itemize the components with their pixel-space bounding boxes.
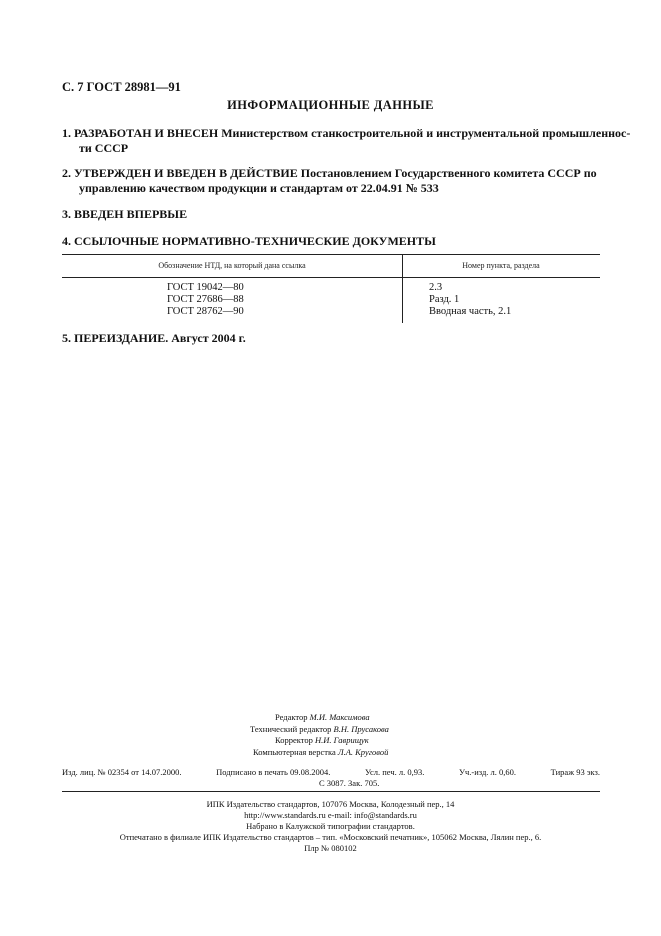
item-approved-text: Постановлением Государственного комитета СССР по bbox=[297, 166, 597, 180]
table-cell-clause: 2.3 bbox=[429, 282, 443, 293]
table-cell-clause: Вводная часть, 2.1 bbox=[429, 306, 512, 317]
imprint-printed: Отпечатано в филиале ИПК Издательство стандартов – тип. «Московский печатник», 105062 Москва, Лялин пер., 6. bbox=[119, 832, 542, 842]
item-developed-cont: ти СССР bbox=[79, 141, 129, 155]
item-developed-text: Министерством станкостроительной и инструментальной промышленнос- bbox=[218, 126, 631, 140]
imprint-license: Плр № 080102 bbox=[304, 843, 357, 853]
credit-tech-editor bbox=[250, 724, 661, 736]
credit-role: Компьютерная верстка bbox=[253, 746, 338, 757]
credit-role: Технический редактор bbox=[250, 723, 334, 734]
credit-layout bbox=[253, 747, 661, 759]
credit-name: Н.И. Гаврищук bbox=[315, 735, 369, 745]
table-header-clause: Номер пункта, раздела bbox=[462, 261, 540, 270]
table-cell-designation: ГОСТ 28762—90 bbox=[167, 306, 244, 317]
item-approved-label: 2. УТВЕРЖДЕН И ВВЕДЕН В ДЕЙСТВИЕ bbox=[62, 166, 298, 180]
credit-role: Редактор bbox=[275, 712, 310, 722]
signed-date: Подписано в печать 09.08.2004. bbox=[216, 767, 331, 777]
license-number: Изд. лиц. № 02354 от 14.07.2000. bbox=[62, 767, 182, 777]
imprint-contacts: http://www.standards.ru e-mail: info@standards.ru bbox=[244, 810, 417, 820]
credit-name: Л.А. Круговой bbox=[337, 746, 389, 757]
publication-info-row bbox=[62, 767, 600, 778]
credit-role: Корректор bbox=[275, 735, 316, 745]
imprint-block bbox=[0, 799, 661, 854]
imprint-divider bbox=[62, 791, 600, 792]
item-approved bbox=[62, 166, 597, 196]
item-developed bbox=[62, 126, 630, 156]
table-cell-clause: Разд. 1 bbox=[429, 294, 460, 305]
order-number: С 3087. Зак. 705. bbox=[319, 778, 380, 788]
table-header-rule bbox=[62, 277, 600, 278]
circulation: Тираж 93 экз. bbox=[550, 767, 600, 777]
publishing-sheets: Уч.-изд. л. 0,60. bbox=[458, 767, 517, 777]
item-reissue: 5. ПЕРЕИЗДАНИЕ. Август 2004 г. bbox=[62, 331, 246, 345]
credits-block bbox=[0, 712, 661, 758]
item-developed-label: 1. РАЗРАБОТАН И ВНЕСЕН bbox=[62, 126, 219, 140]
imprint-publisher: ИПК Издательство стандартов, 107076 Москва, Колодезный пер., 14 bbox=[206, 799, 455, 809]
credit-name: В.Н. Прусакова bbox=[333, 723, 389, 734]
item-first-introduced: 3. ВВЕДЕН ВПЕРВЫЕ bbox=[62, 207, 188, 221]
page-header: С. 7 ГОСТ 28981—91 bbox=[62, 80, 181, 94]
credit-name: М.И. Максимова bbox=[309, 712, 370, 722]
credit-corrector bbox=[275, 735, 661, 747]
imprint-typeset: Набрано в Калужской типографии стандартов. bbox=[246, 821, 415, 831]
printed-sheets: Усл. печ. л. 0,93. bbox=[364, 767, 425, 777]
table-cell-designation: ГОСТ 19042—80 bbox=[167, 282, 244, 293]
credit-editor bbox=[275, 712, 661, 724]
item-reference-docs: 4. ССЫЛОЧНЫЕ НОРМАТИВНО-ТЕХНИЧЕСКИЕ ДОКУМЕНТЫ bbox=[62, 234, 436, 248]
publication-info bbox=[62, 767, 600, 789]
table-cell-designation: ГОСТ 27686—88 bbox=[167, 294, 244, 305]
section-title: ИНФОРМАЦИОННЫЕ ДАННЫЕ bbox=[227, 98, 434, 112]
item-approved-cont: управлению качеством продукции и стандартам от 22.04.91 № 533 bbox=[79, 181, 439, 195]
table-top-rule bbox=[62, 254, 600, 255]
table-header-designation: Обозначение НТД, на который дана ссылка bbox=[158, 261, 306, 270]
